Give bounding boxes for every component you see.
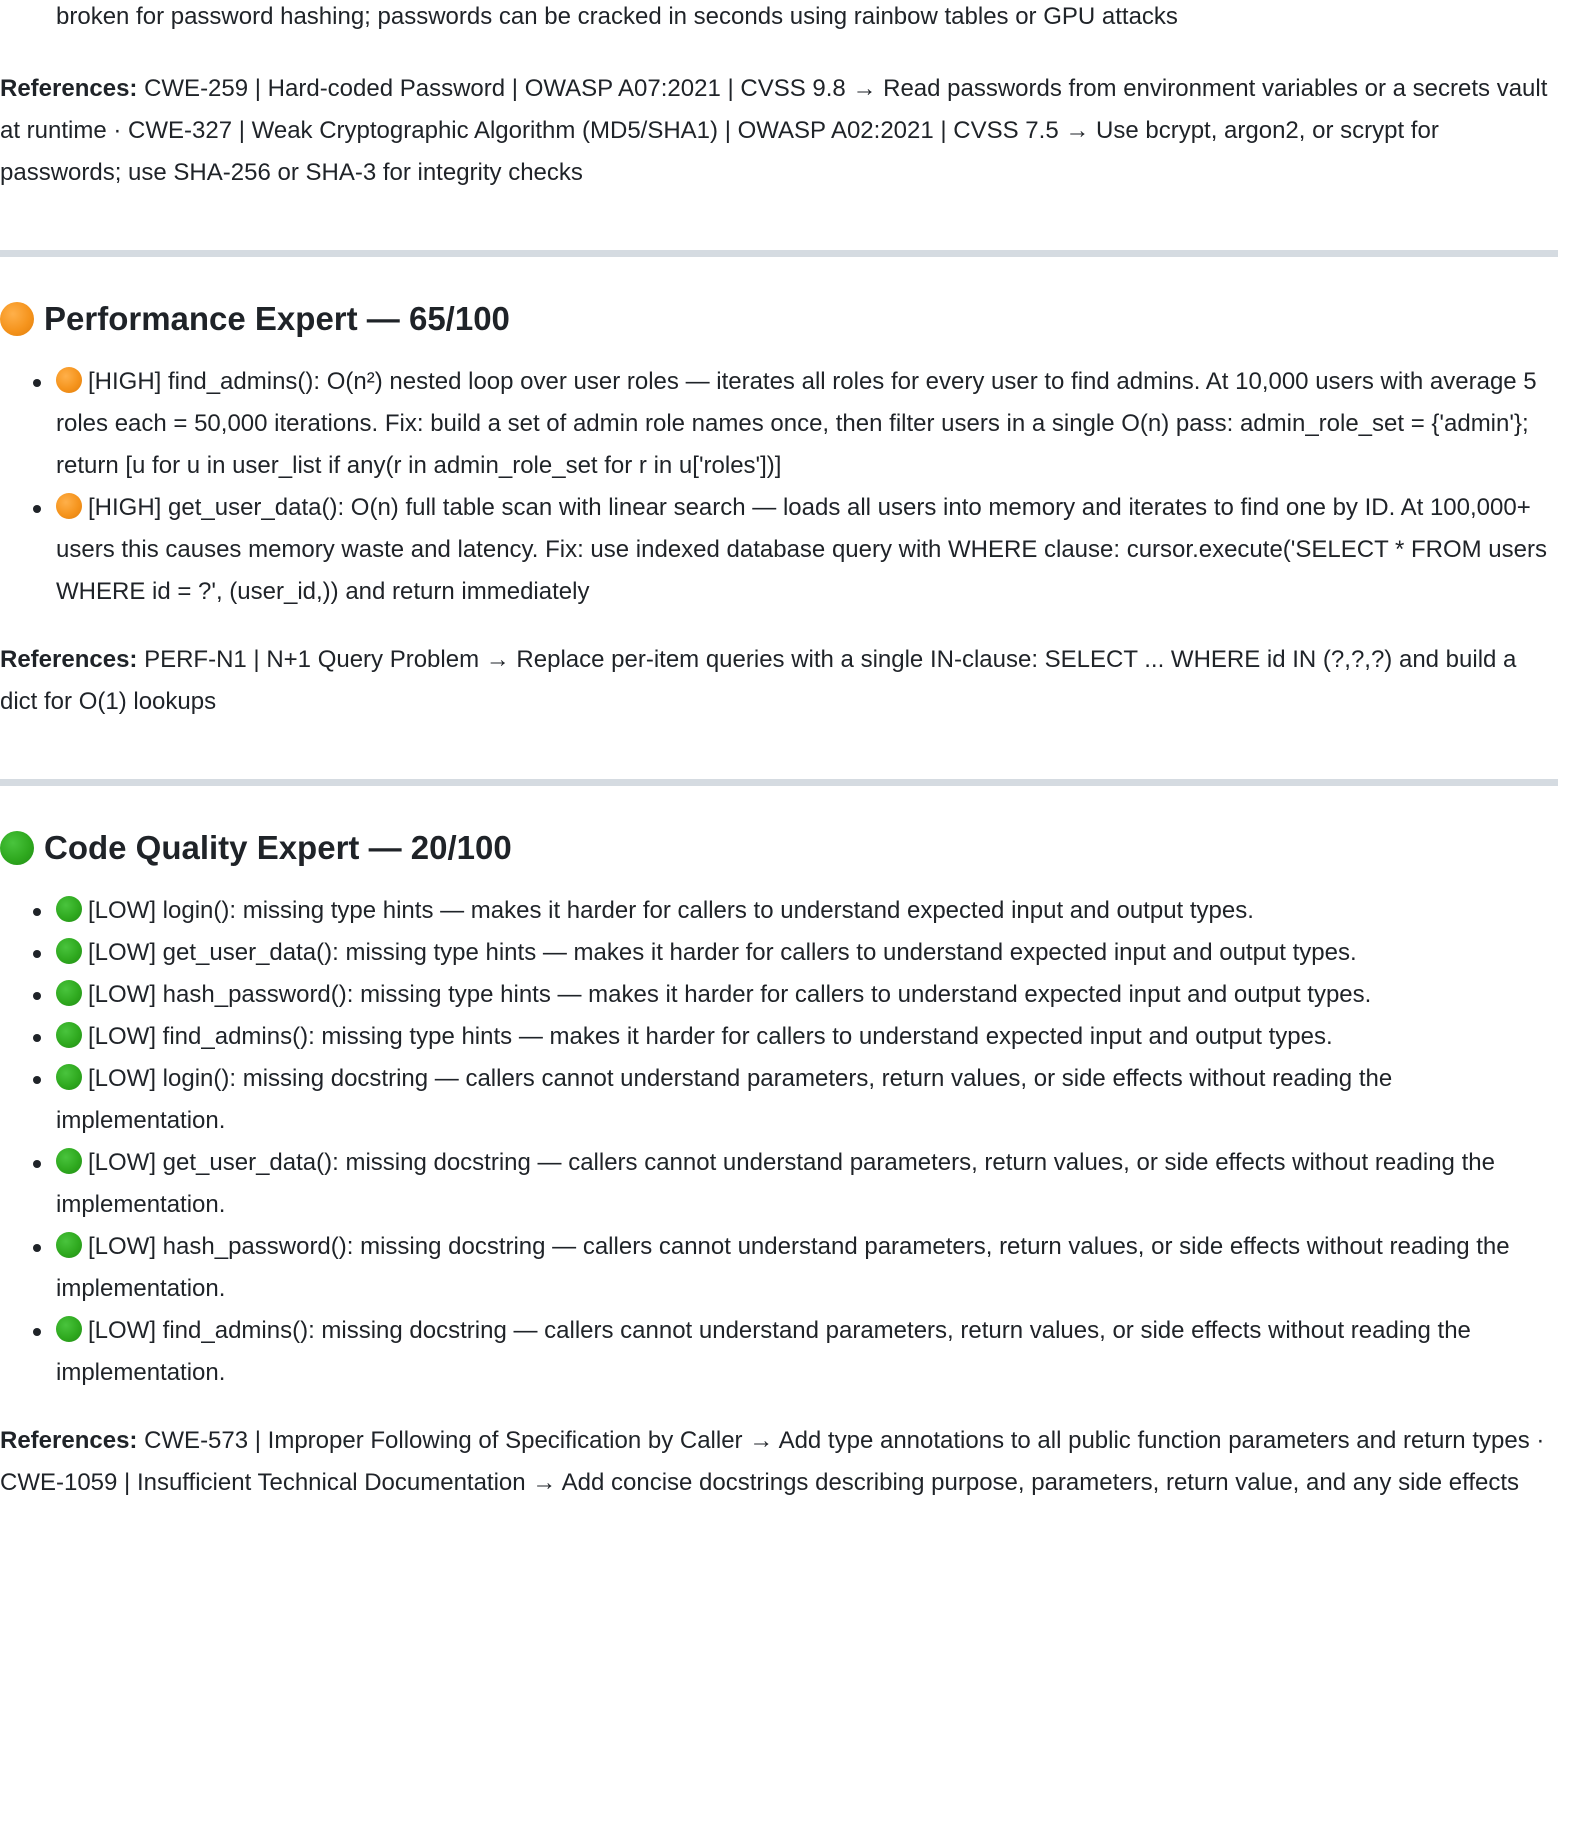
list-item: [0, 1016, 1558, 1058]
code-quality-references: [0, 1420, 1558, 1504]
references-text: CWE-259 | Hard-coded Password | OWASP A07:2021 | CVSS 9.8 → Read passwords from environment variables or a secrets vault at runtime · CWE-327 | Weak Cryptographic Algorithm (MD5/SHA1) | OWASP A02:2021 | CVSS 7.5 → Use bcrypt, argon2, or scrypt for passwords; use SHA-256 or SHA-3 for integrity checks: [0, 75, 1548, 186]
orange-circle-icon: [56, 367, 82, 393]
finding-text: [LOW] hash_password(): missing docstring — callers cannot understand parameters, return values, or side effects without reading the implementation.: [56, 1233, 1510, 1302]
orange-circle-icon: [56, 493, 82, 519]
code-quality-findings-list: [0, 890, 1570, 1394]
list-item: [0, 890, 1558, 932]
green-circle-icon: [56, 1316, 82, 1342]
finding-text: [LOW] hash_password(): missing type hints — makes it harder for callers to understand expected input and output types.: [88, 981, 1372, 1008]
finding-text: [LOW] login(): missing docstring — callers cannot understand parameters, return values, or side effects without reading the implementation.: [56, 1065, 1393, 1134]
performance-section-title: [0, 298, 1570, 340]
list-item: [0, 1226, 1558, 1310]
references-label: References:: [0, 646, 138, 673]
green-circle-icon: [56, 1064, 82, 1090]
references-text: PERF-N1 | N+1 Query Problem → Replace per-item queries with a single IN-clause: SELECT ... WHERE id IN (?,?,?) and build a dict for O(1) lookups: [0, 646, 1517, 715]
section-divider: [0, 779, 1558, 786]
finding-text: [HIGH] get_user_data(): O(n) full table scan with linear search — loads all users into memory and iterates to find one by ID. At 100,000+ users this causes memory waste and latency. Fix: use indexed database query with WHERE clause: cursor.execute('SELECT * FROM users WHERE id = ?', (user_id,)) and return immediately: [56, 494, 1547, 605]
list-item: [0, 1310, 1558, 1394]
green-circle-icon: [56, 1022, 82, 1048]
finding-text: [LOW] find_admins(): missing docstring — callers cannot understand parameters, return values, or side effects without reading the implementation.: [56, 1317, 1471, 1386]
performance-findings-list: [0, 361, 1570, 613]
list-item: [0, 487, 1558, 613]
finding-text: [LOW] find_admins(): missing type hints — makes it harder for callers to understand expected input and output types.: [88, 1023, 1333, 1050]
finding-text: [LOW] get_user_data(): missing type hints — makes it harder for callers to understand expected input and output types.: [88, 939, 1357, 966]
security-references: [0, 68, 1558, 194]
green-circle-icon: [0, 831, 34, 865]
references-label: References:: [0, 75, 138, 102]
orange-circle-icon: [0, 302, 34, 336]
performance-references: [0, 639, 1558, 723]
continued-finding-text: broken for password hashing; passwords can be cracked in seconds using rainbow tables or GPU attacks: [56, 3, 1178, 30]
list-item: [0, 1142, 1558, 1226]
performance-title-text: Performance Expert — 65/100: [44, 300, 510, 337]
green-circle-icon: [56, 980, 82, 1006]
section-divider: [0, 250, 1558, 257]
finding-text: [HIGH] find_admins(): O(n²) nested loop over user roles — iterates all roles for every user to find admins. At 10,000 users with average 5 roles each = 50,000 iterations. Fix: build a set of admin role names once, then filter users in a single O(n) pass: admin_role_set = {'admin'}; return [u for u in user_list if any(r in admin_role_set for r in u['roles'])]: [56, 368, 1537, 479]
green-circle-icon: [56, 938, 82, 964]
list-item: [0, 932, 1558, 974]
references-label: References:: [0, 1427, 138, 1454]
list-item: [0, 361, 1558, 487]
finding-text: [LOW] login(): missing type hints — makes it harder for callers to understand expected input and output types.: [88, 897, 1254, 924]
finding-text: [LOW] get_user_data(): missing docstring — callers cannot understand parameters, return values, or side effects without reading the implementation.: [56, 1149, 1495, 1218]
green-circle-icon: [56, 1148, 82, 1174]
list-item: [0, 974, 1558, 1016]
green-circle-icon: [56, 896, 82, 922]
code-quality-title-text: Code Quality Expert — 20/100: [44, 829, 512, 866]
references-text: CWE-573 | Improper Following of Specification by Caller → Add type annotations to all public function parameters and return types · CWE-1059 | Insufficient Technical Documentation → Add concise docstrings describing purpose, parameters, return value, and any side effects: [0, 1427, 1545, 1496]
list-item: [0, 1058, 1558, 1142]
green-circle-icon: [56, 1232, 82, 1258]
code-quality-section-title: [0, 827, 1570, 869]
